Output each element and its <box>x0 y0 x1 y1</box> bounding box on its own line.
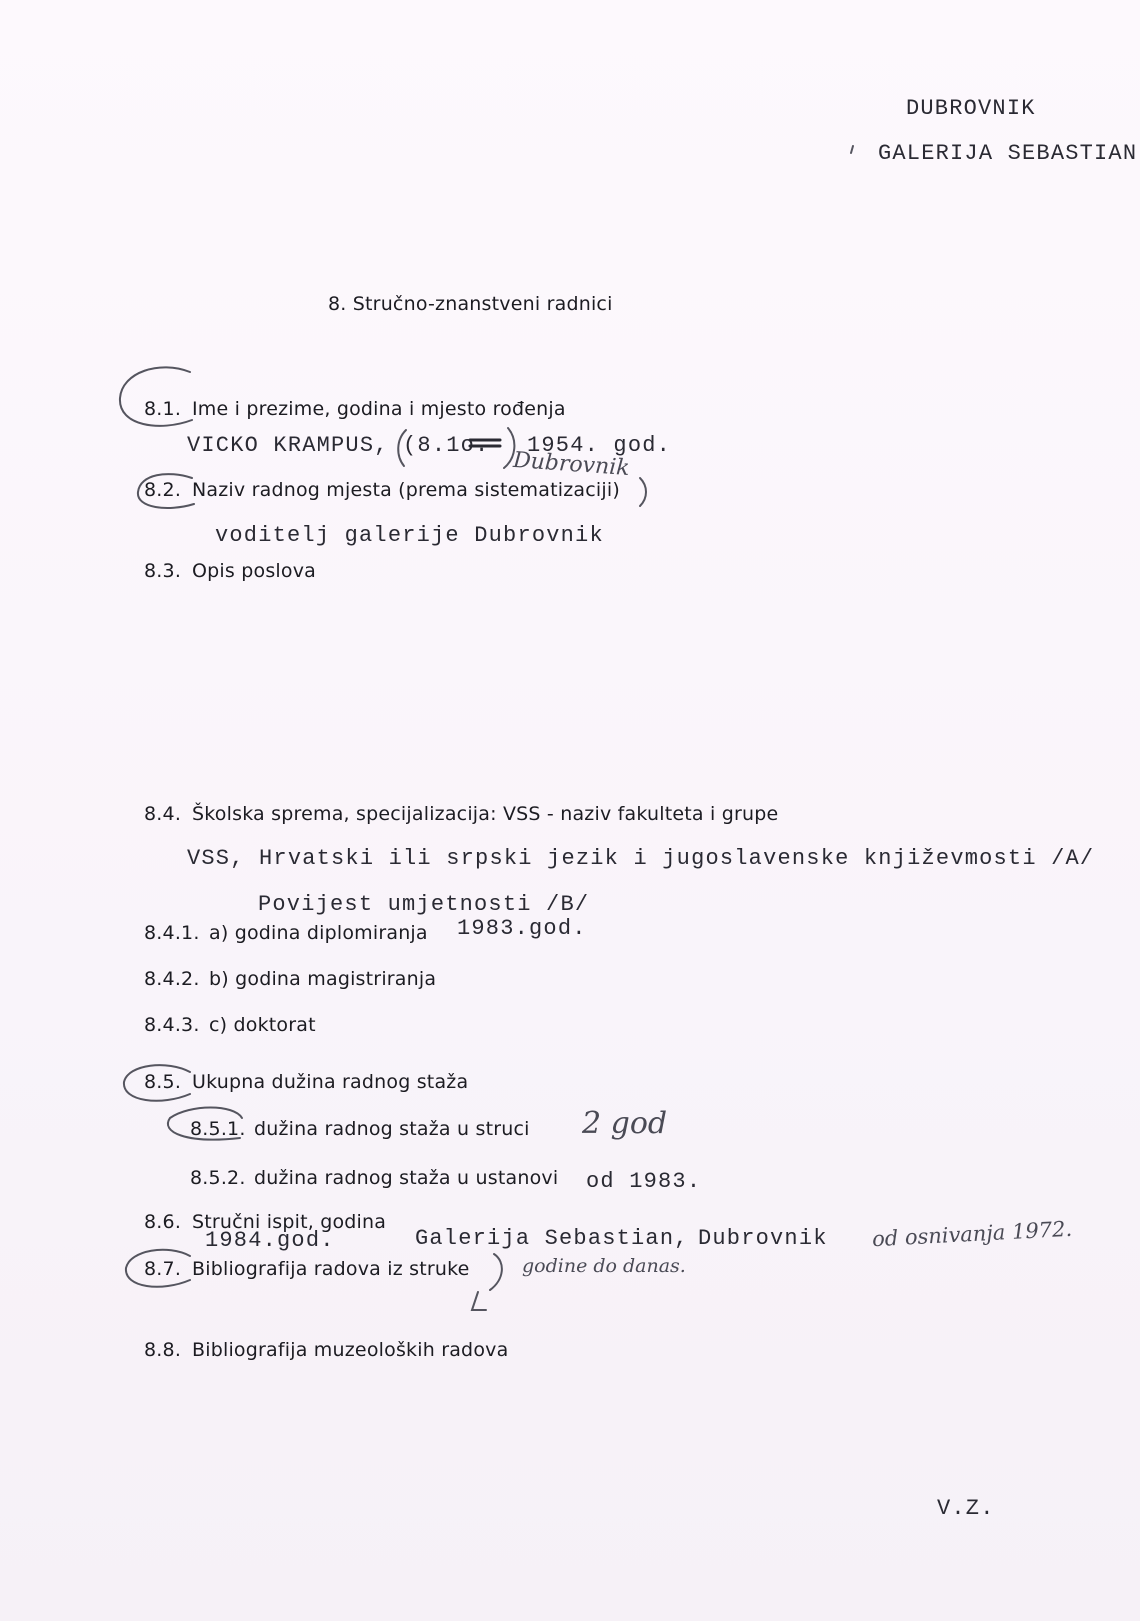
arrow-mark-8-7 <box>472 1292 486 1310</box>
item-8-5-2-label: dužina radnog staža u ustanovi <box>254 1167 559 1189</box>
item-8-1-answer-year: 1954. god. <box>527 433 672 458</box>
item-8-4-answer-line2: Povijest umjetnosti /B/ <box>258 892 590 917</box>
item-8-4-3-label: c) doktorat <box>209 1014 316 1036</box>
item-8-4-number: 8.4. <box>144 803 182 825</box>
circle-mark-8-1 <box>120 367 192 426</box>
item-8-7-number: 8.7. <box>144 1258 182 1280</box>
item-8-5-1-label: dužina radnog staža u struci <box>254 1118 530 1140</box>
item-8-6-number: 8.6. <box>144 1211 182 1233</box>
item-8-3-label: Opis poslova <box>192 560 317 582</box>
item-8-5-1-number: 8.5.1. <box>190 1118 246 1140</box>
section-title: 8. Stručno-znanstveni radnici <box>328 293 613 315</box>
item-8-5-2-answer: od 1983. <box>586 1169 702 1194</box>
circle-mark-8-2 <box>138 474 194 508</box>
item-8-5-1-handwritten: 2 god <box>582 1106 668 1141</box>
header-institution: GALERIJA SEBASTIAN <box>878 141 1138 166</box>
circle-mark-8-5 <box>124 1065 190 1101</box>
item-8-8-number: 8.8. <box>144 1339 182 1361</box>
item-8-5-label: Ukupna dužina radnog staža <box>192 1071 469 1093</box>
item-8-5-number: 8.5. <box>144 1071 182 1093</box>
item-8-4-3-number: 8.4.3. <box>144 1014 200 1036</box>
tick-mark-header <box>851 146 853 153</box>
item-8-7-handwritten-line1: od osnivanja 1972. <box>871 1216 1073 1252</box>
bracket-mark-8-2 <box>640 478 646 506</box>
signature-initials: V.Z. <box>937 1496 995 1521</box>
item-8-4-2-number: 8.4.2. <box>144 968 200 990</box>
item-8-8-label: Bibliografija muzeoloških radova <box>192 1339 509 1361</box>
strike-mark-date <box>470 440 500 446</box>
item-8-4-1-answer: 1983.god. <box>457 916 587 941</box>
item-8-3-number: 8.3. <box>144 560 182 582</box>
item-8-1-number: 8.1. <box>144 398 182 420</box>
item-8-2-number: 8.2. <box>144 479 182 501</box>
item-8-7-answer: Galerija Sebastian, <box>415 1226 689 1251</box>
bracket-mark-date <box>398 430 406 466</box>
item-8-1-answer-name: VICKO KRAMPUS, (8.1o. <box>187 433 490 458</box>
item-8-4-answer-line1: VSS, Hrvatski ili srpski jezik i jugoslavenske književmosti /A/ <box>187 846 1095 871</box>
bracket-mark-date-close <box>504 428 514 468</box>
item-8-4-1-label: a) godina diplomiranja <box>209 922 428 944</box>
item-8-7-answer-place: Dubrovnik <box>698 1226 828 1251</box>
item-8-2-label: Naziv radnog mjesta (prema sistematizaciji) <box>192 479 620 501</box>
item-8-7-handwritten-line2: godine do danas. <box>522 1255 686 1277</box>
item-8-4-label: Školska sprema, specijalizacija: VSS - naziv fakulteta i grupe <box>192 803 779 825</box>
circle-mark-8-5-1 <box>168 1108 242 1140</box>
item-8-2-answer: voditelj galerije Dubrovnik <box>215 523 604 548</box>
item-8-7-label: Bibliografija radova iz struke <box>192 1258 470 1280</box>
item-8-6-label: Stručni ispit, godina <box>192 1211 387 1233</box>
item-8-4-1-number: 8.4.1. <box>144 922 200 944</box>
item-8-1-label: Ime i prezime, godina i mjesto rođenja <box>192 398 566 420</box>
header-city: DUBROVNIK <box>906 96 1036 121</box>
item-8-6-answer: 1984.god. <box>205 1228 335 1253</box>
item-8-4-2-label: b) godina magistriranja <box>209 968 437 990</box>
item-8-5-2-number: 8.5.2. <box>190 1167 246 1189</box>
item-8-1-handwritten-place: Dubrovnik <box>512 447 631 482</box>
circle-mark-8-7 <box>126 1250 190 1287</box>
bracket-mark-8-7 <box>490 1254 502 1290</box>
